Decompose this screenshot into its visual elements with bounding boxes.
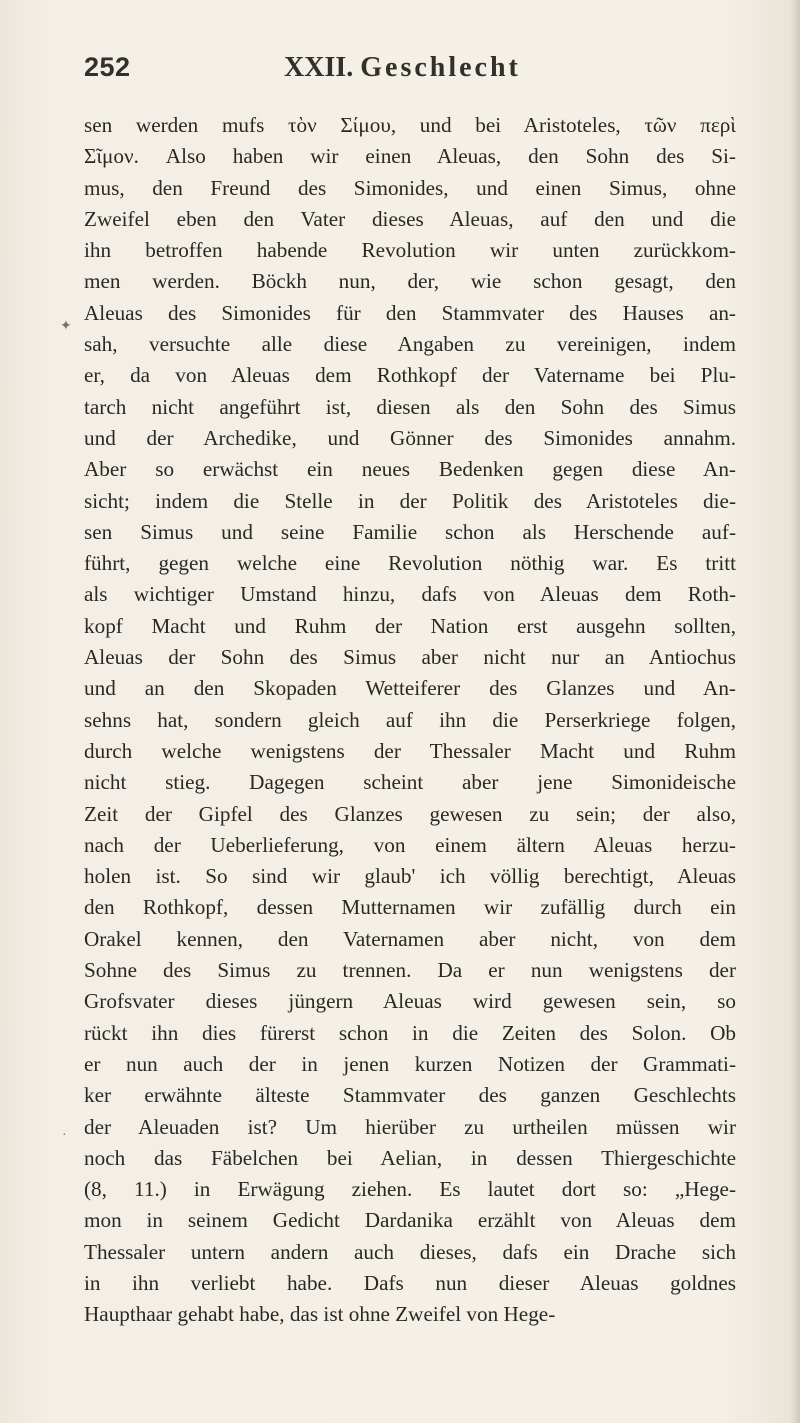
margin-mark: ✦ — [60, 319, 72, 334]
text-line: ihn betroffen habende Revolution wir unten zurückkom- — [84, 238, 736, 263]
text-line: durch welche wenigstens der Thessaler Macht und Ruhm — [84, 738, 736, 763]
text-line: er, da von Aleuas dem Rothkopf der Vatername bei Plu- — [84, 363, 736, 388]
text-line: sen werden mufs τὸν Σίμου, und bei Aristoteles, τῶν περὶ — [84, 113, 736, 137]
chapter-number: XXII. — [284, 52, 354, 83]
page-number: 252 — [84, 52, 131, 82]
text-line: sah, versuchte alle diese Angaben zu vereinigen, indem — [84, 332, 736, 357]
chapter-title: Geschlecht — [360, 52, 521, 83]
text-line: sehns hat, sondern gleich auf ihn die Perserkriege folgen, — [84, 707, 736, 732]
margin-dot: · — [62, 1128, 67, 1143]
text-line: als wichtiger Umstand hinzu, dafs von Aleuas dem Roth- — [84, 582, 736, 607]
text-line: nicht stieg. Dagegen scheint aber jene Simonideische — [84, 770, 736, 795]
text-line: er nun auch der in jenen kurzen Notizen der Grammati- — [84, 1051, 736, 1076]
text-line: Grofsvater dieses jüngern Aleuas wird gewesen sein, so — [84, 989, 736, 1014]
text-line: Sohne des Simus zu trennen. Da er nun wenigstens der — [84, 958, 736, 983]
text-line: sicht; indem die Stelle in der Politik des Aristoteles die- — [84, 488, 736, 513]
text-line: der Aleuaden ist? Um hierüber zu urtheilen müssen wir — [84, 1114, 736, 1139]
text-line: führt, gegen welche eine Revolution nöthig war. Es tritt — [84, 551, 736, 576]
text-line: Σῖμον. Also haben wir einen Aleuas, den Sohn des Si- — [84, 144, 736, 169]
text-line: Zeit der Gipfel des Glanzes gewesen zu sein; der also, — [84, 801, 736, 826]
text-line: Haupthaar gehabt habe, das ist ohne Zweifel von Hege- — [84, 1302, 556, 1327]
text-line: ker erwähnte älteste Stammvater des ganzen Geschlechts — [84, 1083, 736, 1108]
text-line: Aleuas des Simonides für den Stammvater des Hauses an- — [84, 300, 736, 325]
text-line: holen ist. So sind wir glaub' ich völlig berechtigt, Aleuas — [84, 864, 736, 889]
text-line: (8, 11.) in Erwägung ziehen. Es lautet dort so: „Hege- — [84, 1177, 736, 1202]
body-text — [84, 110, 736, 1331]
text-line: mus, den Freund des Simonides, und einen Simus, ohne — [84, 175, 736, 200]
text-line: tarch nicht angeführt ist, diesen als den Sohn des Simus — [84, 394, 736, 419]
text-line: und der Archedike, und Gönner des Simonides annahm. — [84, 425, 736, 450]
text-line: Orakel kennen, den Vaternamen aber nicht, von dem — [84, 926, 736, 951]
text-line: sen Simus und seine Familie schon als Herschende auf- — [84, 519, 736, 544]
text-line: mon in seinem Gedicht Dardanika erzählt von Aleuas dem — [84, 1208, 736, 1233]
text-line: men werden. Böckh nun, der, wie schon gesagt, den — [84, 269, 736, 294]
text-line: Aber so erwächst ein neues Bedenken gegen diese An- — [84, 457, 736, 482]
running-title — [284, 52, 521, 84]
text-line: den Rothkopf, dessen Mutternamen wir zufällig durch ein — [84, 895, 736, 920]
text-line: Aleuas der Sohn des Simus aber nicht nur an Antiochus — [84, 645, 736, 670]
text-line: rückt ihn dies fürerst schon in die Zeiten des Solon. Ob — [84, 1020, 736, 1045]
text-line: und an den Skopaden Wetteiferer des Glanzes und An- — [84, 676, 736, 701]
text-line: Thessaler untern andern auch dieses, dafs ein Drache sich — [84, 1239, 736, 1264]
text-line: in ihn verliebt habe. Dafs nun dieser Aleuas goldnes — [84, 1270, 736, 1295]
text-line: Zweifel eben den Vater dieses Aleuas, auf den und die — [84, 206, 736, 231]
text-line: nach der Ueberlieferung, von einem ältern Aleuas herzu- — [84, 832, 736, 857]
text-line: noch das Fäbelchen bei Aelian, in dessen Thiergeschichte — [84, 1145, 736, 1170]
page-edge-shadow — [790, 0, 800, 1423]
text-line: kopf Macht und Ruhm der Nation erst ausgehn sollten, — [84, 613, 736, 638]
running-header — [84, 52, 730, 92]
